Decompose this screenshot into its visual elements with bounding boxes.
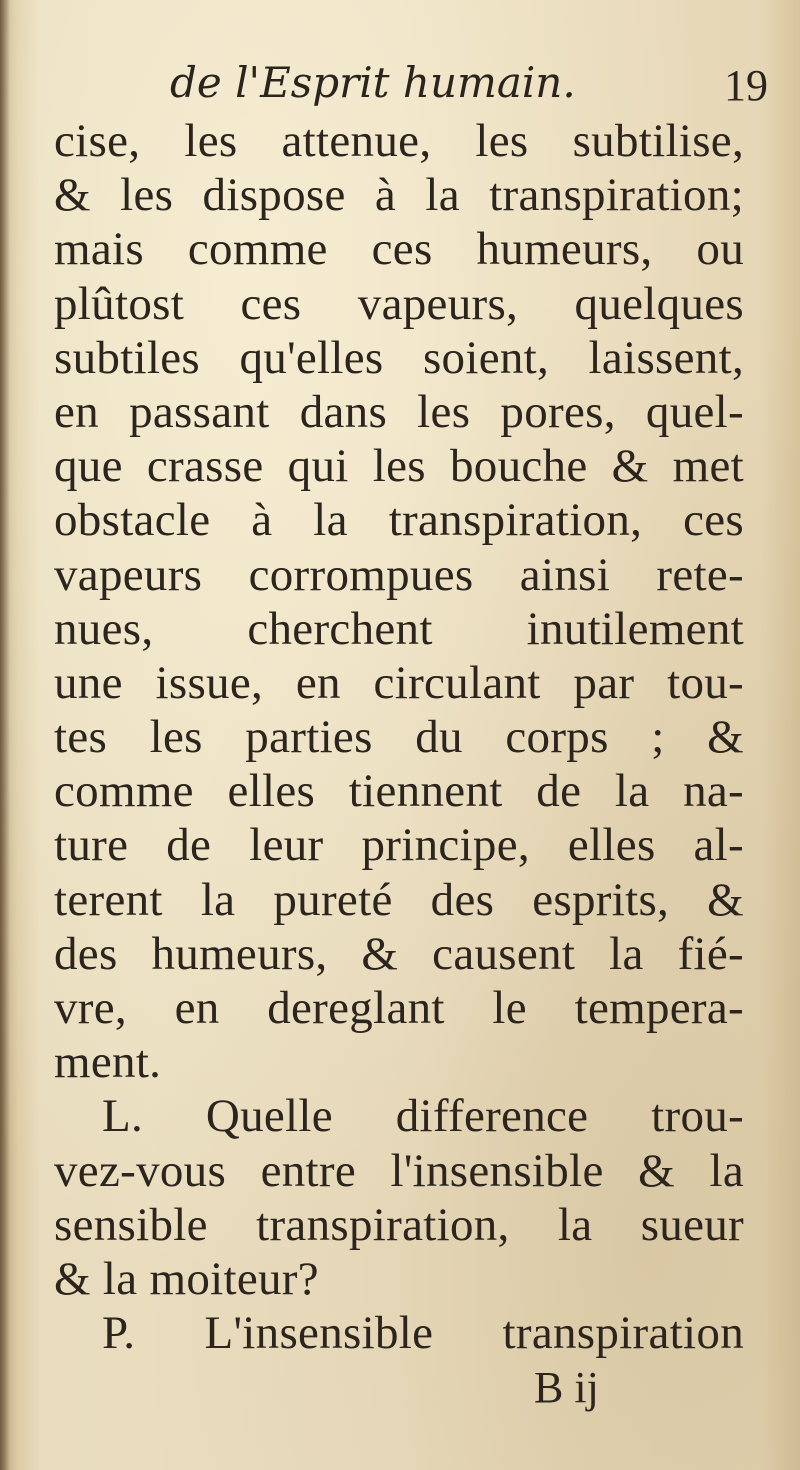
body-text: [54, 114, 744, 1360]
text-line: mais comme ces humeurs, ou: [54, 223, 744, 276]
text-line: subtiles qu'elles soient, laissent,: [54, 331, 744, 384]
page-header: [60, 58, 774, 118]
text-line: vre, en dereglant le tempera-: [54, 982, 744, 1034]
text-line: L. Quelle difference trou-: [102, 1090, 744, 1143]
text-line: que crasse qui les bouche & met: [54, 440, 744, 493]
signature-mark: B ij: [534, 1363, 599, 1412]
text-line: & la moiteur?: [54, 1252, 319, 1305]
text-line: ture de leur principe, elles al-: [54, 819, 744, 872]
text-line: comme elles tiennent de la na-: [54, 765, 744, 818]
text-line: vapeurs corrompues ainsi rete-: [54, 548, 744, 601]
text-line: nues, cherchent inutilement: [54, 602, 744, 655]
text-line: P. L'insensible transpiration: [102, 1307, 744, 1360]
text-line: des humeurs, & causent la fié-: [54, 927, 744, 980]
running-head: de l'Esprit humain.: [170, 58, 576, 107]
text-line: terent la pureté des esprits, &: [54, 873, 744, 926]
text-line: tes les parties du corps ; &: [54, 711, 744, 764]
text-line: & les dispose à la transpiration;: [54, 169, 744, 222]
text-line: plûtost ces vapeurs, quelques: [54, 277, 744, 330]
text-line: obstacle à la transpiration, ces: [54, 494, 744, 547]
text-line: vez-vous entre l'insensible & la: [54, 1144, 744, 1197]
text-line: cise, les attenue, les subtilise,: [54, 115, 744, 167]
text-line: en passant dans les pores, quel-: [54, 385, 744, 438]
page-number: 19: [724, 61, 768, 110]
text-line: une issue, en circulant par tou-: [54, 656, 744, 709]
text-line: sensible transpiration, la sueur: [54, 1198, 744, 1251]
text-line: ment.: [54, 1036, 162, 1089]
